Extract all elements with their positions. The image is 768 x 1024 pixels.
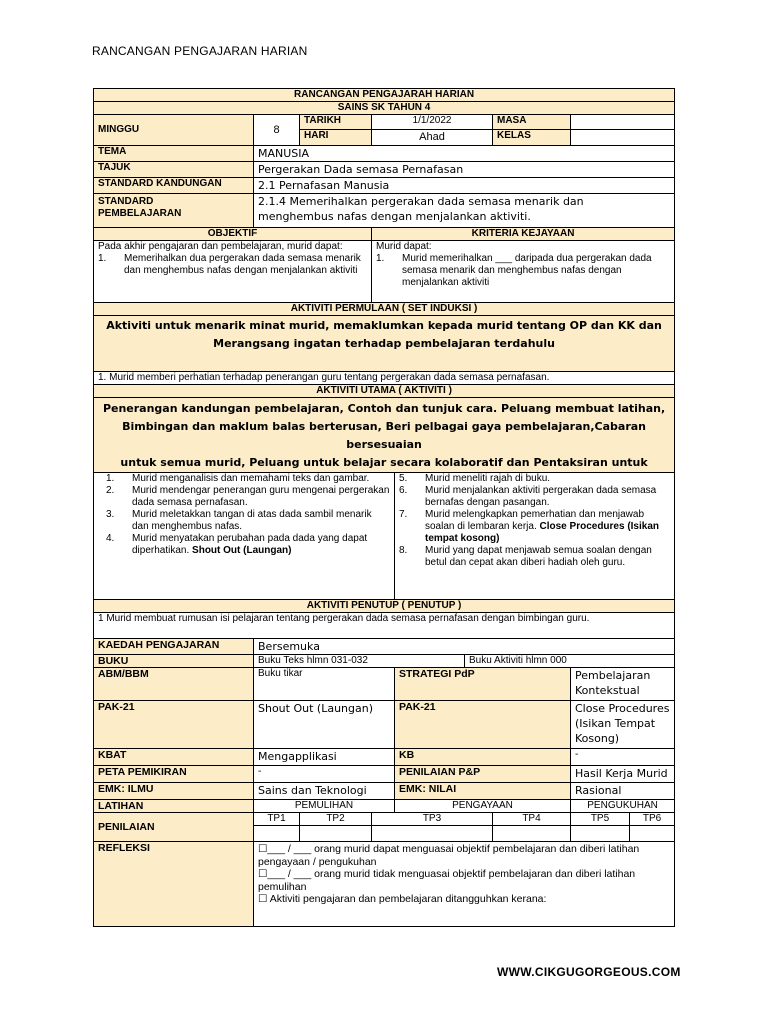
tp3: TP3 xyxy=(372,813,493,826)
hari-value: Ahad xyxy=(372,130,493,146)
tp5-value xyxy=(571,826,630,842)
standard-kandungan-label: STANDARD KANDUNGAN xyxy=(94,178,254,194)
standard-pembelajaran-value xyxy=(254,194,675,228)
tp4-value xyxy=(493,826,571,842)
utama-right-list xyxy=(395,473,675,600)
hari-label: HARI xyxy=(300,130,372,146)
kb-label: KB xyxy=(395,749,571,766)
refleksi-line-1[interactable]: ☐___ / ___ orang murid dapat menguasai objektif pembelajaran dan diberi latihan pengayaan / pengukuhan xyxy=(258,843,640,868)
permulaan-item: 1. Murid memberi perhatian terhadap penerangan guru tentang pergerakan dada semasa pernafasan. xyxy=(94,372,675,385)
list-item: 1. Memerihalkan dua pergerakan dada semasa menarik dan menghembus nafas dengan menjalankan aktiviti xyxy=(98,253,361,276)
rph-sheet xyxy=(93,88,674,927)
penutup-item: 1 Murid membuat rumusan isi pelajaran tentang pergerakan dada semasa pernafasan dengan bimbingan guru. xyxy=(94,613,675,639)
tp6-value xyxy=(630,826,675,842)
buku-teks: Buku Teks hlmn 031-032 xyxy=(254,655,465,668)
peta-label: PETA PEMIKIRAN xyxy=(94,766,254,783)
document-title: RANCANGAN PENGAJARAN HARIAN xyxy=(92,44,308,58)
kriteria-content xyxy=(372,241,675,303)
pak21-value-2: Close Procedures (Isikan Tempat Kosong) xyxy=(571,701,675,749)
tp5: TP5 xyxy=(571,813,630,826)
penutup-header: AKTIVITI PENUTUP ( PENUTUP ) xyxy=(94,600,675,613)
buku-aktiviti: Buku Aktiviti hlmn 000 xyxy=(465,655,675,668)
kriteria-intro: Murid dapat: xyxy=(376,241,432,252)
peta-value: - xyxy=(254,766,395,783)
minggu-value: 8 xyxy=(254,115,300,146)
minggu-label: MINGGU xyxy=(94,115,254,146)
penilaian-pp-value: Hasil Kerja Murid xyxy=(571,766,675,783)
objektif-list xyxy=(98,253,367,277)
latihan-pengayaan: PENGAYAAN xyxy=(395,800,571,813)
pak21-label-2: PAK-21 xyxy=(395,701,571,749)
tp2: TP2 xyxy=(300,813,372,826)
list-item: 4. Murid menyatakan perubahan pada dada yang dapat diperhatikan. Shout Out (Laungan) xyxy=(106,533,368,556)
pak21-value: Shout Out (Laungan) xyxy=(254,701,395,749)
tp3-value xyxy=(372,826,493,842)
list-item: 2. Murid mendengar penerangan guru mengenai pergerakan dada semasa pernafasan. xyxy=(106,485,390,508)
tp1-value xyxy=(254,826,300,842)
masa-value xyxy=(571,115,675,130)
sp-label-line1: STANDARD xyxy=(98,196,154,207)
list-item: 3. Murid meletakkan tangan di atas dada sambil menarik dan menghembus nafas. xyxy=(106,509,372,532)
list-item: 6. Murid menjalankan aktiviti pergerakan dada semasa bernafas dengan pasangan. xyxy=(399,485,657,508)
tajuk-value: Pergerakan Dada semasa Pernafasan xyxy=(254,162,675,178)
strategi-label: STRATEGI PdP xyxy=(395,668,571,701)
kelas-value xyxy=(571,130,675,146)
plan-subject: SAINS SK TAHUN 4 xyxy=(94,102,675,115)
kelas-label: KELAS xyxy=(493,130,571,146)
pak21-label: PAK-21 xyxy=(94,701,254,749)
plan-title: RANCANGAN PENGAJARAH HARIAN xyxy=(94,89,675,102)
refleksi-line-3[interactable]: ☐ Aktiviti pengajaran dan pembelajaran ditangguhkan kerana: xyxy=(258,893,547,905)
emk-ilmu-value: Sains dan Teknologi xyxy=(254,783,395,800)
latihan-label: LATIHAN xyxy=(94,800,254,813)
rph-table xyxy=(93,88,675,927)
standard-pembelajaran-label xyxy=(94,194,254,228)
website-url: WWW.CIKGUGORGEOUS.COM xyxy=(497,965,681,979)
permulaan-description: Aktiviti untuk menarik minat murid, memaklumkan kepada murid tentang OP dan KK dan Merangsang ingatan terhadap pembelajaran terdahulu xyxy=(94,316,675,372)
tp4: TP4 xyxy=(493,813,571,826)
strategi-value: Pembelajaran Kontekstual xyxy=(571,668,675,701)
tp2-value xyxy=(300,826,372,842)
permulaan-header: AKTIVITI PERMULAAN ( SET INDUKSI ) xyxy=(94,303,675,316)
masa-label: MASA xyxy=(493,115,571,130)
sp-value-line1: 2.1.4 Memerihalkan pergerakan dada semasa menarik dan xyxy=(258,195,584,208)
list-item: 1. Murid menganalisis dan memahami teks dan gambar. xyxy=(106,473,370,484)
tajuk-label: TAJUK xyxy=(94,162,254,178)
penilaian-label: PENILAIAN xyxy=(94,813,254,842)
sp-value-line2: menghembus nafas dengan menjalankan aktiviti. xyxy=(258,210,531,223)
kbat-value: Mengapplikasi xyxy=(254,749,395,766)
refleksi-label: REFLEKSI xyxy=(94,842,254,927)
emk-ilmu-label: EMK: ILMU xyxy=(94,783,254,800)
utama-header: AKTIVITI UTAMA ( AKTIVITI ) xyxy=(94,385,675,398)
tema-label: TEMA xyxy=(94,146,254,162)
kaedah-label: KAEDAH PENGAJARAN xyxy=(94,639,254,655)
emk-nilai-value: Rasional xyxy=(571,783,675,800)
utama-right-items xyxy=(399,473,670,569)
kaedah-value: Bersemuka xyxy=(254,639,675,655)
kriteria-list xyxy=(376,253,670,289)
list-item: 7. Murid melengkapkan pemerhatian dan menjawab soalan di lembaran kerja. Close Procedures (Isikan tempat kosong) xyxy=(399,509,660,544)
abm-label: ABM/BBM xyxy=(94,668,254,701)
objektif-content xyxy=(94,241,372,303)
kbat-label: KBAT xyxy=(94,749,254,766)
objektif-intro: Pada akhir pengajaran dan pembelajaran, murid dapat: xyxy=(98,241,343,252)
emk-nilai-label: EMK: NILAI xyxy=(395,783,571,800)
refleksi-content xyxy=(254,842,675,927)
latihan-pengukuhan: PENGUKUHAN xyxy=(571,800,675,813)
list-item: 5. Murid meneliti rajah di buku. xyxy=(399,473,551,484)
sp-label-line2: PEMBELAJARAN xyxy=(98,208,182,219)
abm-value: Buku tikar xyxy=(254,668,395,701)
tarikh-value: 1/1/2022 xyxy=(372,115,493,130)
buku-label: BUKU xyxy=(94,655,254,668)
kriteria-header: KRITERIA KEJAYAAN xyxy=(372,228,675,241)
tp1: TP1 xyxy=(254,813,300,826)
tema-value: MANUSIA xyxy=(254,146,675,162)
utama-left-list xyxy=(94,473,395,600)
list-item: 8. Murid yang dapat menjawab semua soalan dengan betul dan cepat akan diberi hadiah oleh guru. xyxy=(399,545,652,568)
kb-value: - xyxy=(571,749,675,766)
refleksi-line-2[interactable]: ☐___ / ___ orang murid tidak menguasai objektif pembelajaran dan diberi latihan pemulihan xyxy=(258,868,636,893)
list-item: 1. Murid memerihalkan ___ daripada dua pergerakan dada semasa menarik dan menghembus nafas dengan menjalankan aktiviti xyxy=(376,253,652,288)
penilaian-pp-label: PENILAIAN P&P xyxy=(395,766,571,783)
standard-kandungan-value: 2.1 Pernafasan Manusia xyxy=(254,178,675,194)
objektif-header: OBJEKTIF xyxy=(94,228,372,241)
utama-left-items xyxy=(106,473,390,557)
tp6: TP6 xyxy=(630,813,675,826)
latihan-pemulihan: PEMULIHAN xyxy=(254,800,395,813)
utama-description: Penerangan kandungan pembelajaran, Contoh dan tunjuk cara. Peluang membuat latihan, Bimbingan dan maklum balas berterusan, Beri pelbagai gaya pembelajaran,Cabaran bersesuaian untuk semua murid, Peluang untuk belajar secara kolaboratif dan Pentaksiran untuk xyxy=(94,398,675,473)
tarikh-label: TARIKH xyxy=(300,115,372,130)
